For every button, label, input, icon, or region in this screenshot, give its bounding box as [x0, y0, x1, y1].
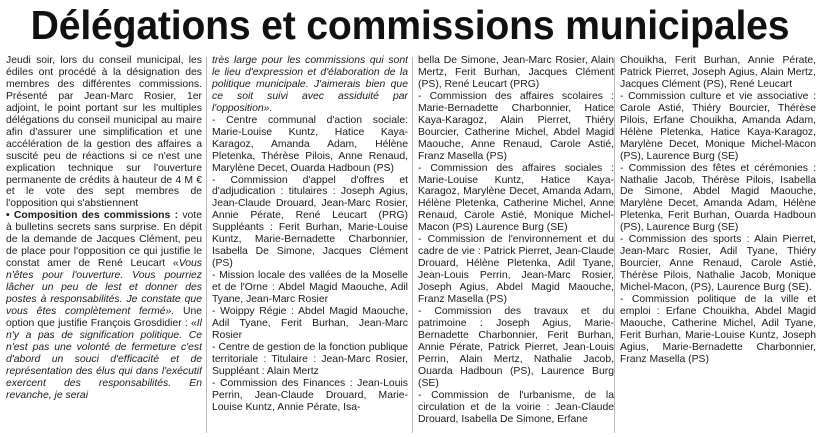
- list-item: bella De Simone, Jean-Marc Rosier, Alain Mertz, Ferit Burhan, Jacques Clément (PS), René Leucart (PRG): [418, 55, 614, 90]
- list-item: - Centre de gestion de la fonction publique territoriale : Titulaire : Jean-Marc Rosier, Suppléant : Alain Mertz: [212, 341, 408, 377]
- leucart-quote: Vous n'êtes pour l'ouverture. Vous pourriez lâcher un peu de lest et donner des postes à responsabilités. Je constate que vous êtes complètement fermé».: [6, 258, 202, 318]
- list-item: - Commission culture et vie associative : Carole Astié, Thiéry Bourcier, Thérèse Pilois, Erfane Chouikha, Amanda Adam, Hélène Pletenka, Hatice Kaya-Karagoz, Marylène Decet, Monique Michel-Macon (PS), Laurence Burg (SE): [620, 90, 816, 162]
- article-column-4: [620, 55, 816, 435]
- grosdidier-quote: Il n'y a pas de signification politique. Ce n'est pas une volonté de fermeture c'est d'abord un souci d'efficacité et de représentation des élus qui dans l'exécutif exercent des responsabilités. En revanche, je serai: [6, 317, 202, 401]
- article-column-2: [212, 55, 408, 435]
- column-divider: [206, 57, 207, 433]
- list-item: - Commission des sports : Alain Pierret, Jean-Marc Rosier, Adil Tyane, Thiéry Bourcier, Anne Renaud, Carole Astié, Thérèse Pilois, Nathalie Jacob, Monique Michel-Macon, (PS), Laurence Burg (SE).: [620, 234, 816, 294]
- grosdidier-quote-end: très large pour les commissions qui sont le lieu d'expression et d'élaboration de la politique municipale. J'aimerais bien que ce soit suivi avec assiduité par l'opposition».: [212, 55, 408, 114]
- list-item: - Commission politique de la ville et emploi : Erfane Chouikha, Abdel Magid Maouche, Catherine Michel, Adil Tyane, Ferit Burhan, Marie-Louise Kuntz, Joseph Agius, Marie-Bernadette Charbonnier, Franz Masella (PS): [620, 294, 816, 365]
- column-divider: [614, 57, 615, 433]
- body-text: Une option que justifie François Grosdidier : «: [6, 306, 202, 329]
- list-item: - Commission des affaires sociales : Marie-Louise Kuntz, Hatice Kaya-Karagoz, Marylène Decet, Amanda Adam, Hélène Pletenka, Catherine Michel, Anne Renaud, Carole Astié, Monique Michel-Macon (PS) Laurence Burg (SE): [418, 162, 614, 234]
- headline: Délégations et commissions municipales: [30, 2, 790, 48]
- article-column-1: [6, 55, 202, 435]
- list-item: - Centre communal d'action sociale: Marie-Louise Kuntz, Hatice Kaya-Karagoz, Amanda Adam, Hélène Pletenka, Thérèse Pilois, Anne Renaud, Marylène Decet, Ouarda Hadboun (PS): [212, 114, 408, 174]
- list-item: - Commission des fêtes et cérémonies : Nathalie Jacob, Thérèse Pilois, Isabella De Simone, Abdel Magid Maouche, Marylène Decet, Amanda Adam, Hélène Pletenka, Ferit Burhan, Ouarda Hadboun (PS), Laurence Burg (SE): [620, 162, 816, 234]
- list-item: - Commission d'appel d'offres et d'adjudication : titulaires : Joseph Agius, Jean-Claude Drouard, Jean-Marc Rosier, Annie Pérate, René Leucart (PRG) Suppléants : Ferit Burhan, Marie-Louise Kuntz, Marie-Bernadette Charbonnier, Isabella De Simone, Jacques Clément (PS): [212, 174, 408, 270]
- list-item: - Commission de l'environnement et du cadre de vie : Patrick Pierret, Jean-Claude Drouard, Hélène Pletenka, Adil Tyane, Jean-Louis Perrin, Jean-Marc Rosier, Joseph Agius, Abdel Magid Maouche, Franz Masella (PS): [418, 234, 614, 306]
- body-text: vote à bulletins secrets sans surprise. En dépit de la demande de Jacques Clément, peu de place pour l'opposition ce qui justifie le constat amer de René Leucart «: [6, 210, 202, 270]
- list-item: - Commission des travaux et du patrimoine : Joseph Agius, Marie-Bernadette Charbonnier, Ferit Burhan, Annie Pérate, Patrick Pierret, Jean-Louis Perrin, Alain Mertz, Nathalie Jacob, Ouarda Hadboun (PS), Laurence Burg (SE): [418, 306, 614, 389]
- list-item: - Commission de l'urbanisme, de la circulation et de la voirie : Jean-Claude Drouard, Isabella De Simone, Erfane: [418, 389, 614, 425]
- list-item: - Mission locale des vallées de la Moselle et de l'Orne : Abdel Magid Maouche, Adil Tyane, Jean-Marc Rosier: [212, 270, 408, 306]
- composition-paragraph: [6, 210, 202, 401]
- article-column-3: [418, 55, 614, 435]
- list-item: - Commission des affaires scolaires : Marie-Bernadette Charbonnier, Hatice Kaya-Karagoz, Alain Pierret, Thiéry Bourcier, Catherine Michel, Abdel Magid Maouche, Anne Renaud, Carole Astié, Franz Masella (PS): [418, 90, 614, 162]
- list-item: - Commission des Finances : Jean-Louis Perrin, Jean-Claude Drouard, Marie-Louise Kuntz, Annie Pérate, Isa-: [212, 377, 408, 413]
- section-heading: • Composition des commissions :: [6, 210, 179, 222]
- list-item: - Woippy Régie : Abdel Magid Maouche, Adil Tyane, Ferit Burhan, Jean-Marc Rosier: [212, 306, 408, 341]
- column-divider: [412, 57, 413, 433]
- intro-paragraph: Jeudi soir, lors du conseil municipal, les édiles ont procédé à la désignation des membres des différentes commissions. Présenté par Jean-Marc Rosier, 1er adjoint, le point portant sur les multiples délégations du conseil municipal au maire afin d'assurer une simplification et une accélération de la gestion des affaires a suscité peu de réactions si ce n'est une explication technique sur l'ouverture permanente de crédits à hauteur de 4 M € et le vote des sept membres de l'opposition qui s'abstiennent: [6, 55, 202, 210]
- list-item: Chouikha, Ferit Burhan, Annie Pérate, Patrick Pierret, Joseph Agius, Alain Mertz, Jacques Clément (PS), René Leucart: [620, 55, 816, 90]
